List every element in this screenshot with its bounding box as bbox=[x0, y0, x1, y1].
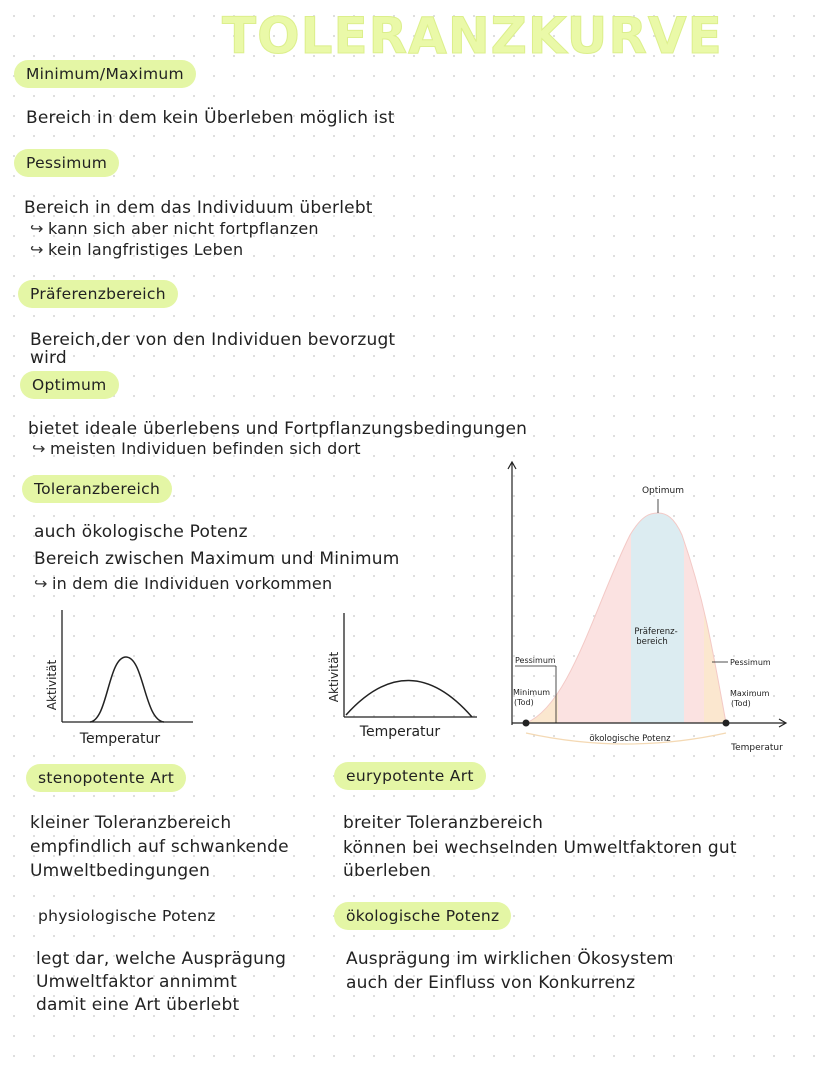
steno-curve-chart bbox=[40, 605, 210, 750]
zone-maximum-fill bbox=[704, 495, 726, 725]
toleranz-text-3: ↪ in dem die Individuen vorkommen bbox=[34, 574, 333, 593]
heading-oeko: ökologische Potenz bbox=[334, 902, 511, 930]
pessimum-text-1: Bereich in dem das Individuum überlebt bbox=[24, 198, 373, 218]
toleranz-text-1: auch ökologische Potenz bbox=[34, 522, 248, 542]
heading-toleranz: Toleranzbereich bbox=[22, 475, 172, 503]
heading-eury: eurypotente Art bbox=[334, 762, 486, 790]
eury-xlabel: Temperatur bbox=[359, 724, 441, 740]
toleranz-text-2: Bereich zwischen Maximum und Minimum bbox=[34, 549, 400, 569]
steno-xlabel: Temperatur bbox=[79, 731, 161, 747]
steno-curve bbox=[90, 657, 164, 722]
pessimum-text-2: ↪ kann sich aber nicht fortpflanzen bbox=[30, 219, 319, 238]
page-title: TOLERANZKURVE bbox=[222, 7, 723, 65]
zone-pessimum-left-fill bbox=[558, 495, 631, 725]
eury-text-1: breiter Toleranzbereich bbox=[343, 813, 544, 833]
heading-praeferenz: Präferenzbereich bbox=[18, 280, 178, 308]
heading-optimum: Optimum bbox=[20, 371, 119, 399]
label-pessimum-right: Pessimum bbox=[730, 658, 771, 667]
praeferenz-text-2: wird bbox=[30, 348, 67, 368]
label-praeferenz-1: Präferenz- bbox=[634, 627, 678, 637]
label-oekologische-potenz: ökologische Potenz bbox=[589, 734, 671, 744]
minmax-text-1: Bereich in dem kein Überleben möglich ist bbox=[26, 108, 395, 128]
heading-physio: physiologische Potenz bbox=[38, 907, 216, 925]
steno-ylabel: Aktivität bbox=[45, 659, 59, 711]
label-temperatur: Temperatur bbox=[731, 743, 783, 753]
steno-text-2: empfindlich auf schwankende bbox=[30, 837, 289, 857]
physio-text-2: Umweltfaktor annimmt bbox=[36, 972, 237, 992]
label-minimum-2: (Tod) bbox=[514, 698, 534, 707]
heading-pessimum: Pessimum bbox=[14, 149, 119, 177]
eury-curve bbox=[346, 680, 472, 717]
label-praeferenz-2: bereich bbox=[636, 637, 668, 647]
eury-text-2: können bei wechselnden Umweltfaktoren gut bbox=[343, 838, 737, 858]
hook-arrow-icon: ↪ bbox=[34, 574, 48, 593]
praeferenz-text-1: Bereich,der von den Individuen bevorzugt bbox=[30, 330, 396, 350]
eury-text-3: überleben bbox=[343, 861, 432, 881]
physio-text-3: damit eine Art überlebt bbox=[36, 995, 240, 1015]
eury-ylabel: Aktivität bbox=[327, 651, 341, 703]
zone-praeferenz-fill bbox=[631, 495, 684, 725]
steno-text-1: kleiner Toleranzbereich bbox=[30, 813, 232, 833]
label-minimum-1: Minimum bbox=[513, 688, 551, 697]
heading-minmax: Minimum/Maximum bbox=[14, 60, 196, 88]
eury-curve-chart bbox=[322, 605, 497, 745]
label-optimum: Optimum bbox=[641, 486, 685, 496]
tolerance-curve-chart bbox=[500, 455, 800, 760]
hook-arrow-icon: ↪ bbox=[30, 240, 44, 259]
optimum-text-2: ↪ meisten Individuen befinden sich dort bbox=[32, 439, 361, 458]
label-maximum-1: Maximum bbox=[730, 689, 770, 698]
steno-text-3: Umweltbedingungen bbox=[30, 861, 211, 881]
pessimum-text-3: ↪ kein langfristiges Leben bbox=[30, 240, 244, 259]
physio-text-1: legt dar, welche Ausprägung bbox=[36, 949, 287, 969]
label-maximum-2: (Tod) bbox=[731, 699, 751, 708]
oeko-text-1: Ausprägung im wirklichen Ökosystem bbox=[346, 949, 674, 969]
maximum-point bbox=[723, 720, 730, 727]
optimum-text-1: bietet ideale überlebens und Fortpflanzungsbedingungen bbox=[28, 419, 528, 439]
minimum-point bbox=[523, 720, 530, 727]
label-pessimum-left: Pessimum bbox=[515, 656, 556, 665]
oeko-text-2: auch der Einfluss von Konkurrenz bbox=[346, 973, 636, 993]
hook-arrow-icon: ↪ bbox=[30, 219, 44, 238]
zone-pessimum-right-fill bbox=[684, 495, 704, 725]
hook-arrow-icon: ↪ bbox=[32, 439, 46, 458]
heading-steno: stenopotente Art bbox=[26, 764, 186, 792]
